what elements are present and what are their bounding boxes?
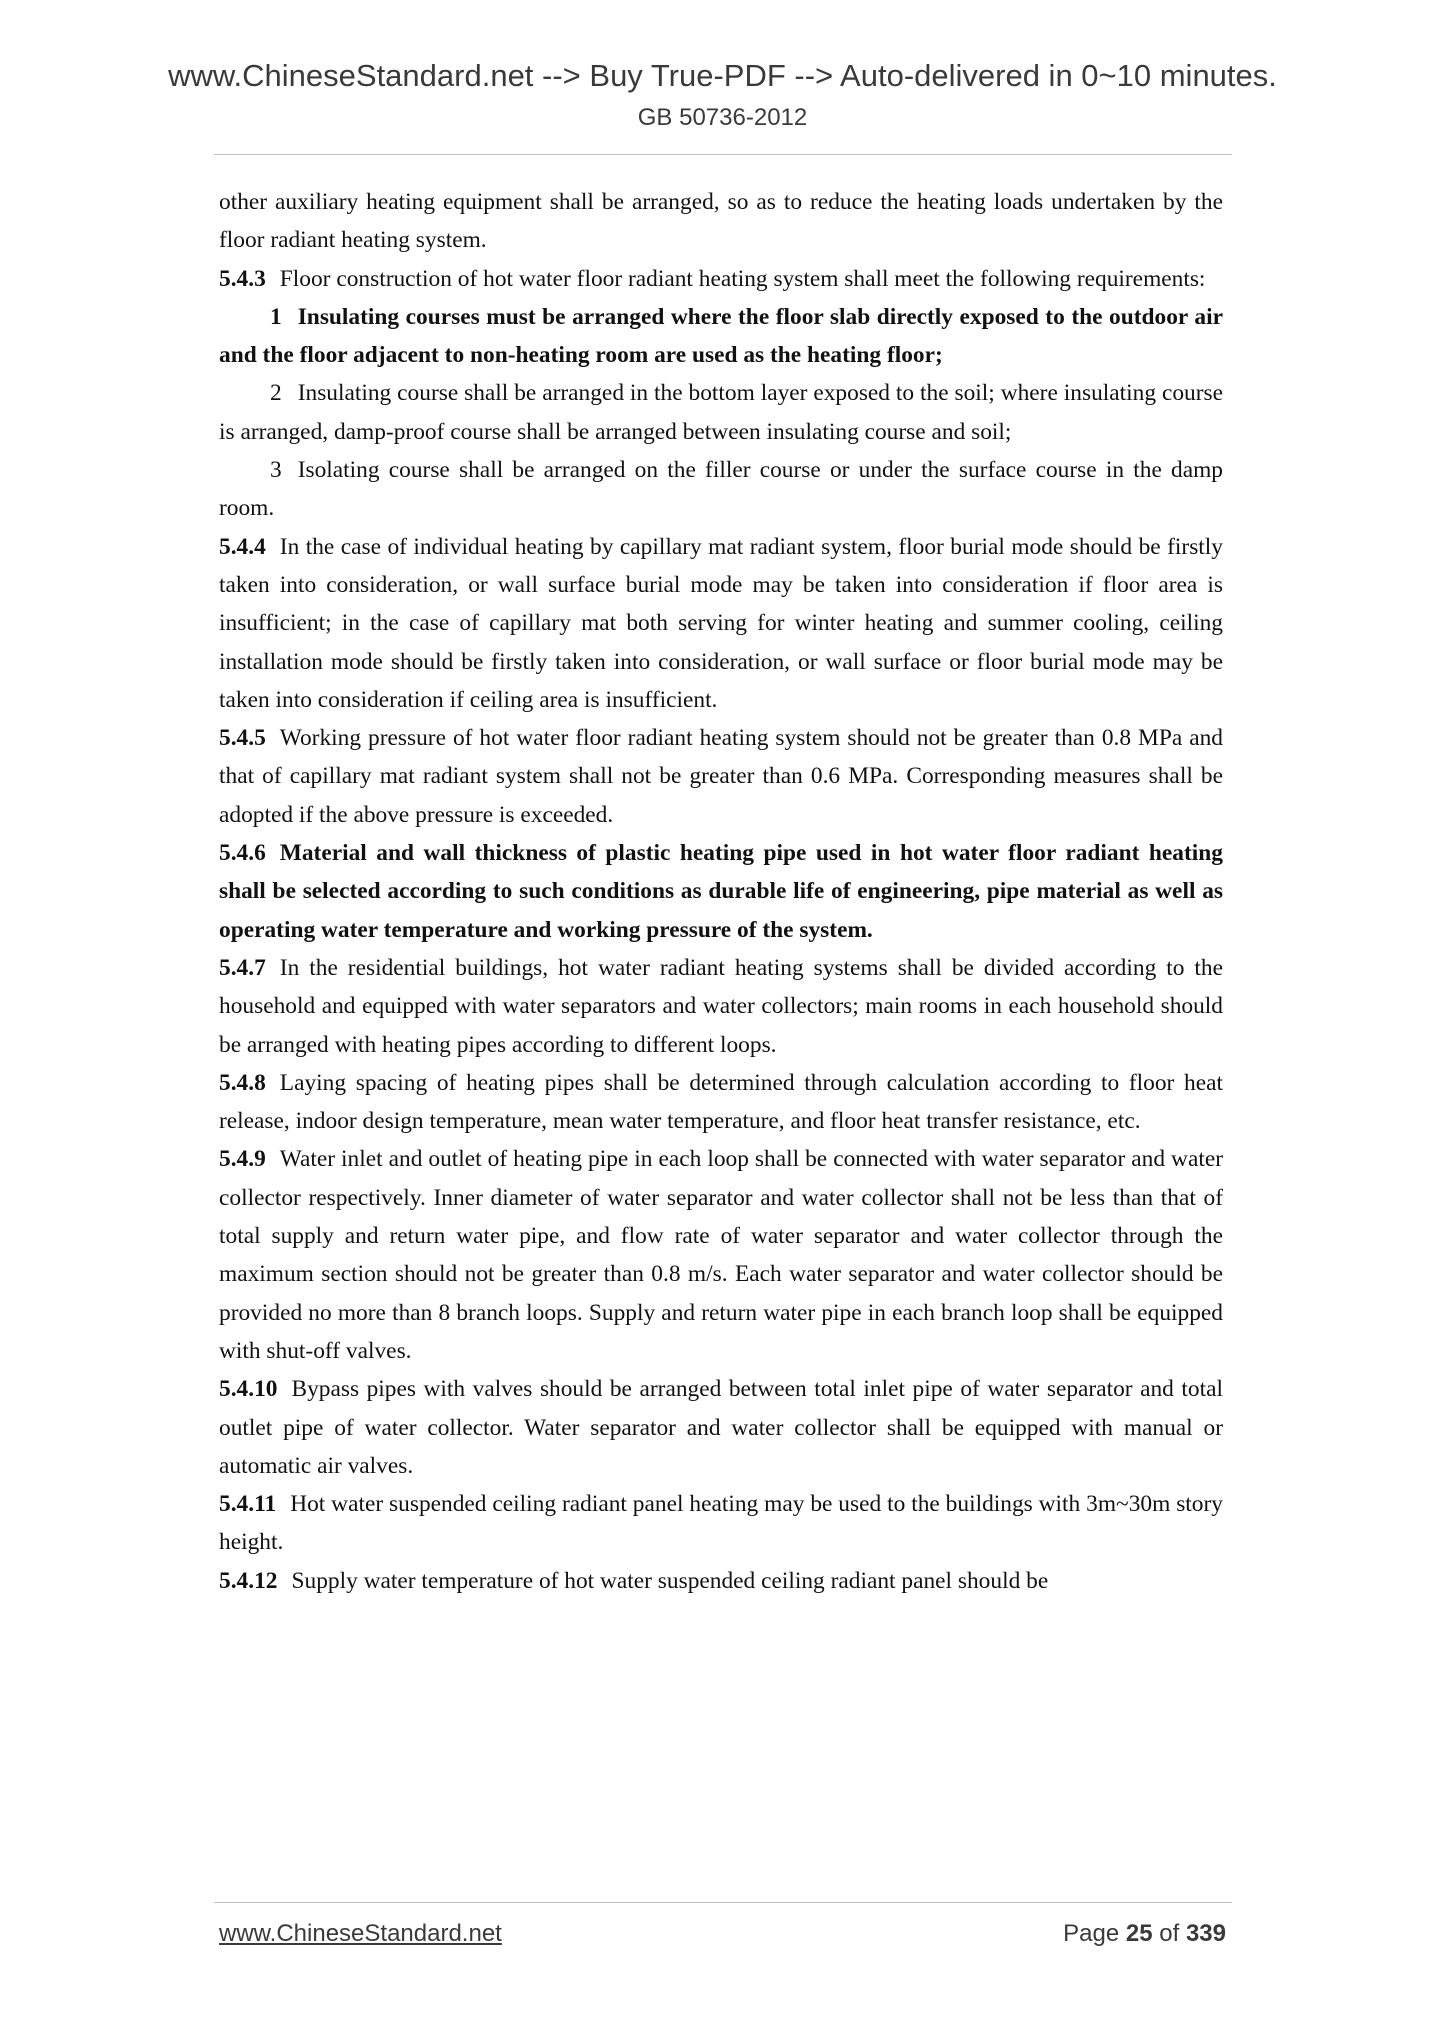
- clause-text: Bypass pipes with valves should be arranged between total inlet pipe of water separator and total outlet pipe of water collector. Water separator and water collector shall be equipped with manual or automatic air valves.: [219, 1376, 1223, 1479]
- clause-5-4-12: [219, 1562, 1223, 1600]
- clause-text: Material and wall thickness of plastic heating pipe used in hot water floor radiant heating shall be selected according to such conditions as durable life of engineering, pipe material as well as operating water temperature and working pressure of the system.: [219, 840, 1223, 943]
- standard-number: GB 50736-2012: [637, 104, 808, 131]
- clause-number: 5.4.3: [219, 265, 266, 292]
- clause-text: In the case of individual heating by capillary mat radiant system, floor burial mode should be firstly taken into consideration, or wall surface burial mode may be taken into consideration if floor area is insufficient; in the case of capillary mat both serving for winter heating and summer cooling, ceiling installation mode should be firstly taken into consideration, or wall surface or floor burial mode may be taken into consideration if ceiling area is insufficient.: [219, 533, 1223, 713]
- clause-5-4-11: [219, 1485, 1223, 1562]
- clause-5-4-10: [219, 1370, 1223, 1485]
- item-text: Insulating courses must be arranged where the floor slab directly exposed to the outdoor air and the floor adjacent to non-heating room are used as the heating floor;: [219, 303, 1223, 369]
- clause-5-4-4: [219, 528, 1223, 719]
- footer-website-link[interactable]: www.ChineseStandard.net: [219, 1920, 502, 1947]
- page-label: Page: [1063, 1920, 1120, 1947]
- list-item-3: [219, 451, 1223, 528]
- item-number: 3: [270, 457, 282, 484]
- header-title[interactable]: www.ChineseStandard.net --> Buy True-PDF --> Auto-delivered in 0~10 minutes.: [168, 58, 1277, 93]
- footer-divider: [214, 1902, 1232, 1903]
- clause-number: 5.4.5: [219, 725, 266, 752]
- clause-text: Hot water suspended ceiling radiant panel heating may be used to the buildings with 3m~30m story height.: [219, 1491, 1223, 1556]
- clause-number: 5.4.11: [219, 1491, 277, 1518]
- clause-5-4-9: [219, 1140, 1223, 1370]
- clause-text: Working pressure of hot water floor radiant heating system should not be greater than 0.8 MPa and that of capillary mat radiant system shall not be greater than 0.6 MPa. Corresponding measures shall be adopted if the above pressure is exceeded.: [219, 725, 1223, 828]
- clause-5-4-7: [219, 949, 1223, 1064]
- item-number: 2: [270, 380, 282, 407]
- clause-number: 5.4.8: [219, 1069, 266, 1096]
- clause-number: 5.4.9: [219, 1146, 266, 1173]
- clause-text: In the residential buildings, hot water radiant heating systems shall be divided according to the household and equipped with water separators and water collectors; main rooms in each household should be arranged with heating pipes according to different loops.: [219, 954, 1223, 1058]
- clause-5-4-5: [219, 719, 1223, 834]
- page-total: 339: [1185, 1920, 1226, 1947]
- clause-text: Laying spacing of heating pipes shall be determined through calculation according to floor heat release, indoor design temperature, mean water temperature, and floor heat transfer resistance, etc.: [219, 1069, 1223, 1135]
- clause-text: Floor construction of hot water floor radiant heating system shall meet the following requirements:: [279, 265, 1206, 292]
- clause-number: 5.4.10: [219, 1376, 278, 1403]
- item-text: Isolating course shall be arranged on the filler course or under the surface course in the damp room.: [219, 457, 1223, 522]
- header-divider: [214, 154, 1232, 155]
- continued-paragraph: other auxiliary heating equipment shall be arranged, so as to reduce the heating loads undertaken by the floor radiant heating system.: [219, 189, 1223, 254]
- list-item-1: [219, 298, 1223, 375]
- clause-text: Water inlet and outlet of heating pipe in each loop shall be connected with water separator and water collector respectively. Inner diameter of water separator and water collector shall not be less than that of total supply and return water pipe, and flow rate of water separator and water collector through the maximum section should not be greater than 0.8 m/s. Each water separator and water collector should be provided no more than 8 branch loops. Supply and return water pipe in each branch loop shall be equipped with shut-off valves.: [219, 1146, 1223, 1364]
- clause-5-4-3: [219, 260, 1223, 298]
- clause-number: 5.4.12: [219, 1567, 278, 1594]
- document-body: [219, 183, 1223, 1600]
- clause-number: 5.4.7: [219, 954, 266, 981]
- page-indicator: [1063, 1920, 1226, 1948]
- clause-5-4-6: [219, 834, 1223, 949]
- clause-text: Supply water temperature of hot water suspended ceiling radiant panel should be: [291, 1567, 1049, 1594]
- clause-5-4-8: [219, 1064, 1223, 1141]
- item-text: Insulating course shall be arranged in the bottom layer exposed to the soil; where insulating course is arranged, damp-proof course shall be arranged between insulating course and soil;: [219, 380, 1223, 445]
- page-of-label: of: [1159, 1920, 1180, 1947]
- clause-number: 5.4.4: [219, 533, 266, 560]
- list-item-2: [219, 374, 1223, 451]
- clause-number: 5.4.6: [219, 840, 266, 867]
- page-current: 25: [1125, 1920, 1153, 1947]
- item-number: 1: [270, 303, 282, 330]
